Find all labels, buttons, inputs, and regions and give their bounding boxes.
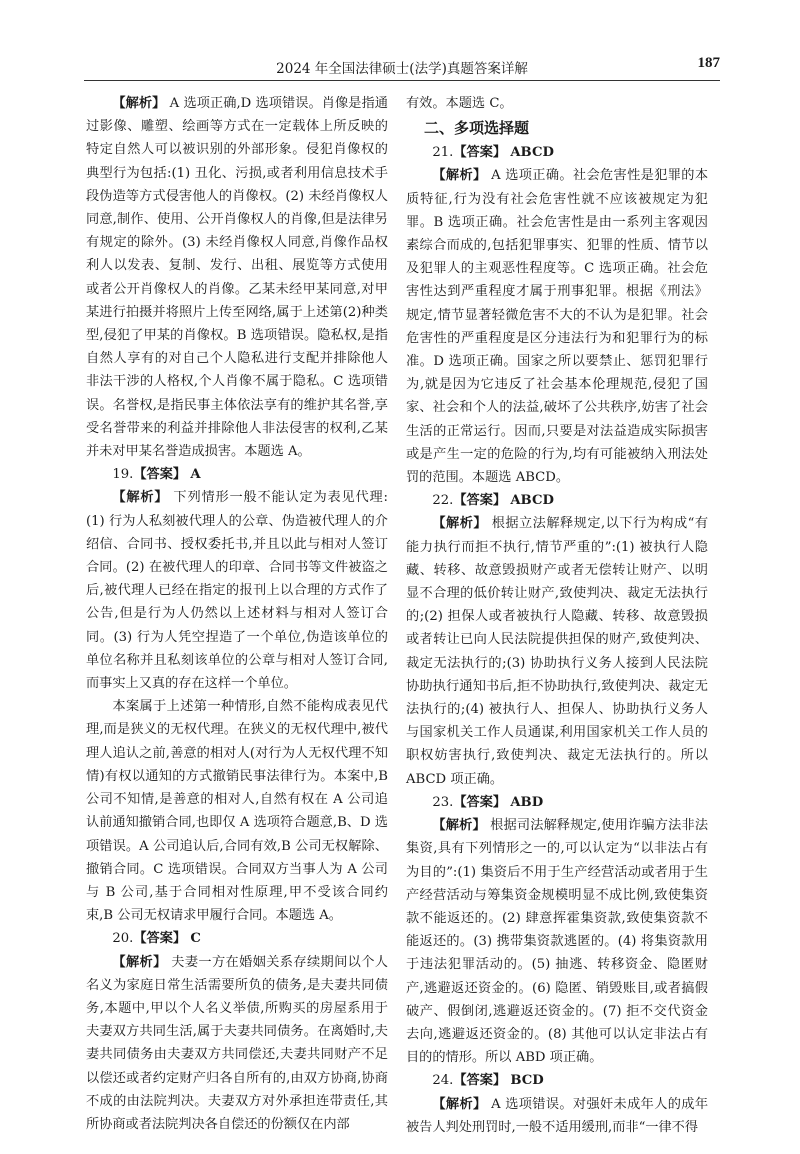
q19-answer (86, 463, 388, 486)
q19-number: 19. (112, 467, 134, 483)
q21-answer-value: ABCD (510, 145, 554, 161)
analysis-label: 【解析】 (432, 168, 487, 184)
header-rule (84, 80, 720, 81)
analysis-label: 【解析】 (432, 516, 488, 532)
right-column (406, 92, 708, 1139)
analysis-label: 【解析】 (112, 954, 167, 970)
q22-analysis (406, 512, 708, 790)
q21-answer (406, 141, 708, 164)
q20-number: 20. (112, 931, 134, 947)
q19-analysis (86, 486, 388, 695)
q23-number: 23. (432, 794, 454, 810)
q24-number: 24. (432, 1073, 454, 1089)
analysis-label: 【解析】 (112, 490, 169, 506)
q18-analysis-text: A 选项正确,D 选项错误。肖像是指通过影像、雕塑、绘画等方式在一定载体上所反映的特定自然人可以被识别的外部形象。侵犯肖像权的典型行为包括:(1) 丑化、污损,或者利用信息技术手段伪造等方式侵害他人的肖像权。(2) 未经肖像权人同意,制作、使用、公开肖像权人的肖像,但是法律另有规定的除外。(3) 未经肖像权人同意,肖像作品权利人以发表、复制、发行、出租、展览等方式使用或者公开肖像权人的肖像。乙某未经甲某同意,对甲某进行拍摄并将照片上传至网络,属于上述第(2)种类型,侵犯了甲某的肖像权。B 选项错误。隐私权,是指自然人享有的对自己个人隐私进行支配并排除他人非法干涉的人格权,个人肖像不属于隐私。C 选项错误。名誉权,是指民事主体依法享有的维护其名誉,享受名誉带来的利益并排除他人非法侵害的权利,乙某并未对甲某名誉造成损害。本题选 A。 (86, 96, 388, 460)
q22-answer (406, 489, 708, 512)
q20-answer (86, 927, 388, 950)
left-column (86, 92, 388, 1136)
q21-analysis-text: A 选项正确。社会危害性是犯罪的本质特征,行为没有社会危害性就不应该被规定为犯罪。B 选项正确。社会危害性是由一系列主客观因素综合而成的,包括犯罪事实、犯罪的性质、情节以及犯罪人的主观恶性程度等。C 选项正确。社会危害性达到严重程度才属于刑事犯罪。根据《刑法》规定,情节显著轻微危害不大的不认为是犯罪。社会危害性的严重程度是区分违法行为和犯罪行为的标准。D 选项正确。国家之所以要禁止、惩罚犯罪行为,就是因为它违反了社会基本伦理规范,侵犯了国家、社会和个人的法益,破坏了公共秩序,妨害了社会生活的正常运行。因而,只要是对法益造成实际损害或是产生一定的危险的行为,均有可能被纳入刑法处罚的范围。本题选 ABCD。 (406, 168, 709, 486)
q22-answer-value: ABCD (510, 493, 554, 509)
q19-analysis-cont: 本案属于上述第一种情形,自然不能构成表见代理,而是狭义的无权代理。在狭义的无权代理中,被代理人追认之前,善意的相对人(对行为人无权代理不知情)有权以通知的方式撤销民事法律行为。本案中,B 公司不知情,是善意的相对人,自然有权在 A 公司追认前通知撤销合同,也即仅 A 选项符合题意,B、D 选项错误。A 公司追认后,合同有效,B 公司无权解除、撤销合同。C 选项错误。合同双方当事人为 A 公司与 B 公司,基于合同相对性原理,甲不受该合同约束,B 公司无权请求甲履行合同。本题选 A。 (86, 699, 388, 924)
analysis-label: 【解析】 (432, 1096, 487, 1112)
page-number: 187 (697, 55, 720, 71)
q24-analysis (406, 1093, 708, 1139)
q20-analysis-end: 有效。本题选 C。 (406, 96, 513, 111)
running-header (84, 55, 720, 77)
q20-analysis-text: 夫妻一方在婚姻关系存续期间以个人名义为家庭日常生活需要所负的债务,是夫妻共同债务,本题中,甲以个人名义举债,所购买的房屋系用于夫妻双方共同生活,属于夫妻共同债务。在离婚时,夫妻共同债务由夫妻双方共同偿还,夫妻共同财产不足以偿还或者约定财产归各自所有的,由双方协商,协商不成的由法院判决。夫妻双方对外承担连带责任,其所协商或者法院判决各自偿还的份额仅在内部 (86, 954, 388, 1132)
section-title: 二、多项选择题 (424, 119, 530, 138)
q20-analysis (86, 951, 388, 1137)
q22-number: 22. (432, 493, 454, 509)
q23-answer-value: ABD (510, 794, 544, 810)
answer-label: 【答案】 (453, 493, 507, 509)
answer-label: 【答案】 (453, 1073, 507, 1089)
q23-analysis (406, 814, 708, 1069)
answer-label: 【答案】 (133, 931, 187, 947)
analysis-label: 【解析】 (112, 96, 166, 111)
q21-analysis (406, 164, 708, 489)
q18-analysis (86, 92, 388, 463)
q19-analysis-text: 下列情形一般不能认定为表见代理:(1) 行为人私刻被代理人的公章、伪造被代理人的介绍信、合同书、授权委托书,并且以此与相对人签订合同。(2) 在被代理人的印章、合同书等文件被盗之后,被代理人已经在指定的报刊上以合理的方式作了公告,但是行为人仍然以上述材料与相对人签订合同。(3) 行为人凭空捏造了一个单位,伪造该单位的单位名称并且私刻该单位的公章与相对人签订合同,而事实上又真的存在这样一个单位。 (86, 490, 388, 692)
q24-answer-value: BCD (510, 1073, 544, 1089)
answer-label: 【答案】 (133, 467, 187, 483)
q24-analysis-text: A 选项错误。对强奸未成年人的成年被告人判处刑罚时,一般不适用缓刑,而非“一律不得 (406, 1096, 709, 1135)
q23-analysis-text: 根据司法解释规定,使用诈骗方法非法集资,具有下列情形之一的,可以认定为“以非法占有为目的”:(1) 集资后不用于生产经营活动或者用于生产经营活动与筹集资金规模明显不成比例,致使集资款不能返还的。(2) 肆意挥霍集资款,致使集资款不能返还的。(3) 携带集资款逃匿的。(4) 将集资款用于违法犯罪活动的。(5) 抽逃、转移资金、隐匿财产,逃避返还资金的。(6) 隐匿、销毁账目,或者搞假破产、假倒闭,逃避返还资金的。(7) 拒不交代资金去向,逃避返还资金的。(8) 其他可以认定非法占有目的的情形。所以 ABD 项正确。 (406, 818, 709, 1066)
analysis-label: 【解析】 (432, 818, 486, 834)
answer-label: 【答案】 (453, 794, 507, 810)
q23-answer (406, 791, 708, 814)
q19-answer-value: A (190, 467, 201, 483)
answer-label: 【答案】 (453, 145, 507, 161)
q21-number: 21. (432, 145, 454, 161)
q24-answer (406, 1069, 708, 1092)
q20-answer-value: C (190, 931, 201, 947)
q22-analysis-text: 根据立法解释规定,以下行为构成“有能力执行而拒不执行,情节严重的”:(1) 被执行人隐藏、转移、故意毁损财产或者无偿转让财产、以明显不合理的低价转让财产,致使判决、裁定无法执行的;(2) 担保人或者被执行人隐藏、转移、故意毁损或者转让已向人民法院提供担保的财产,致使判决、裁定无法执行的;(3) 协助执行义务人接到人民法院协助执行通知书后,拒不协助执行,致使判决、裁定无法执行的;(4) 被执行人、担保人、协助执行义务人与国家机关工作人员通谋,利用国家机关工作人员的职权妨害执行,致使判决、裁定无法执行的。所以 ABCD 项正确。 (406, 516, 709, 787)
running-header-title: 2024 年全国法律硕士(法学)真题答案详解 (276, 61, 528, 77)
